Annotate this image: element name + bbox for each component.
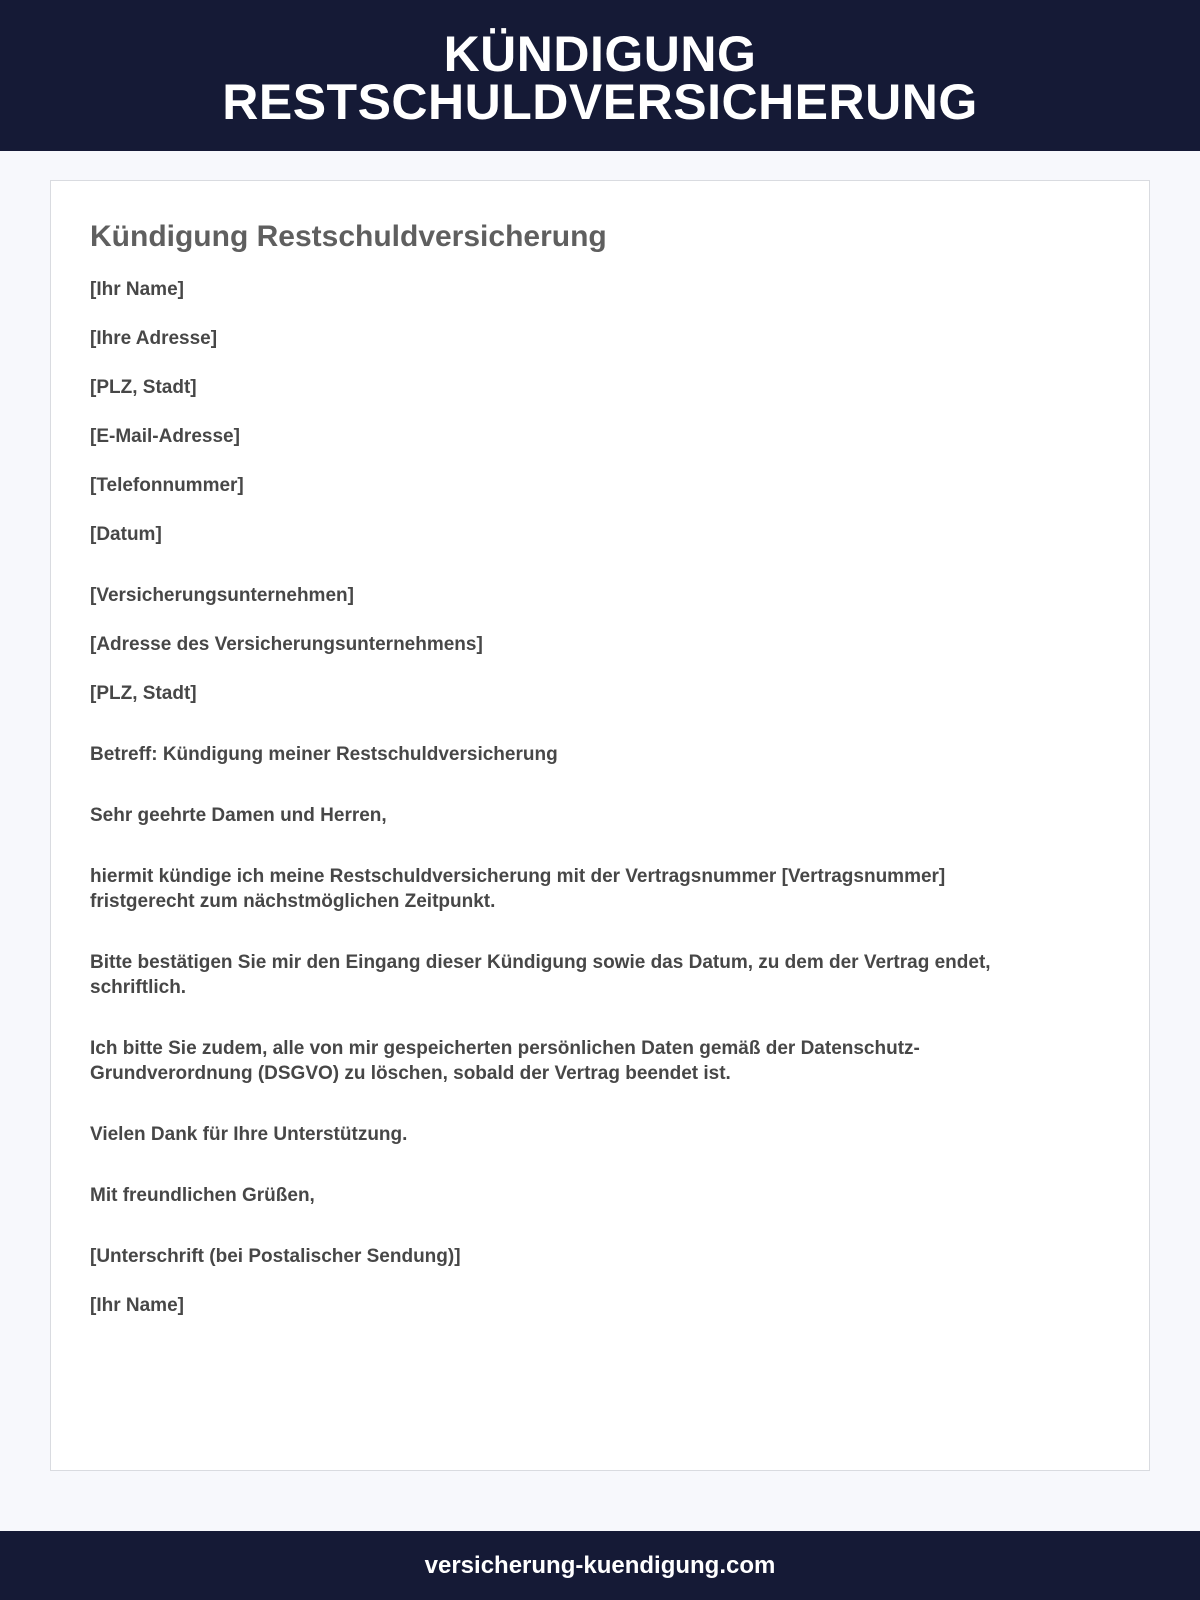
letter-paragraph: Bitte bestätigen Sie mir den Eingang dieser Kündigung sowie das Datum, zu dem der Vertrag endet, schriftlich.: [90, 952, 991, 998]
letter-date: [Datum]: [90, 524, 162, 545]
sender-email: [E-Mail-Adresse]: [90, 426, 240, 447]
letter-paragraph: Vielen Dank für Ihre Unterstützung.: [90, 1124, 408, 1145]
header-title-line-1: KÜNDIGUNG: [443, 26, 757, 82]
page-footer: [0, 1531, 1200, 1600]
letter-paragraph: Ich bitte Sie zudem, alle von mir gespeicherten persönlichen Daten gemäß der Datenschutz-Grundverordnung (DSGVO) zu löschen, sobald der Vertrag beendet ist.: [90, 1038, 920, 1084]
sender-name: [Ihr Name]: [90, 279, 184, 300]
recipient-address: [Adresse des Versicherungsunternehmens]: [90, 634, 483, 655]
letter-salutation: Sehr geehrte Damen und Herren,: [90, 805, 387, 826]
letter-closing: Mit freundlichen Grüßen,: [90, 1185, 315, 1206]
letter-paragraph: hiermit kündige ich meine Restschuldversicherung mit der Vertragsnummer [Vertragsnummer] fristgerecht zum nächstmöglichen Zeitpunkt.: [90, 866, 946, 912]
letter-signature: [Unterschrift (bei Postalischer Sendung)]: [90, 1246, 461, 1267]
letter-title: Kündigung Restschuldversicherung: [90, 220, 607, 253]
sender-phone: [Telefonnummer]: [90, 475, 244, 496]
letter-card: [50, 180, 1150, 1471]
signer-name: [Ihr Name]: [90, 1295, 184, 1316]
header-title-line-2: RESTSCHULDVERSICHERUNG: [222, 74, 978, 130]
recipient-city: [PLZ, Stadt]: [90, 683, 197, 704]
letter-subject: Betreff: Kündigung meiner Restschuldversicherung: [90, 744, 558, 765]
sender-address: [Ihre Adresse]: [90, 328, 218, 349]
recipient-company: [Versicherungsunternehmen]: [90, 585, 354, 606]
sender-city: [PLZ, Stadt]: [90, 377, 197, 398]
footer-site-link[interactable]: versicherung-kuendigung.com: [424, 1552, 776, 1579]
page-header: [0, 0, 1200, 151]
